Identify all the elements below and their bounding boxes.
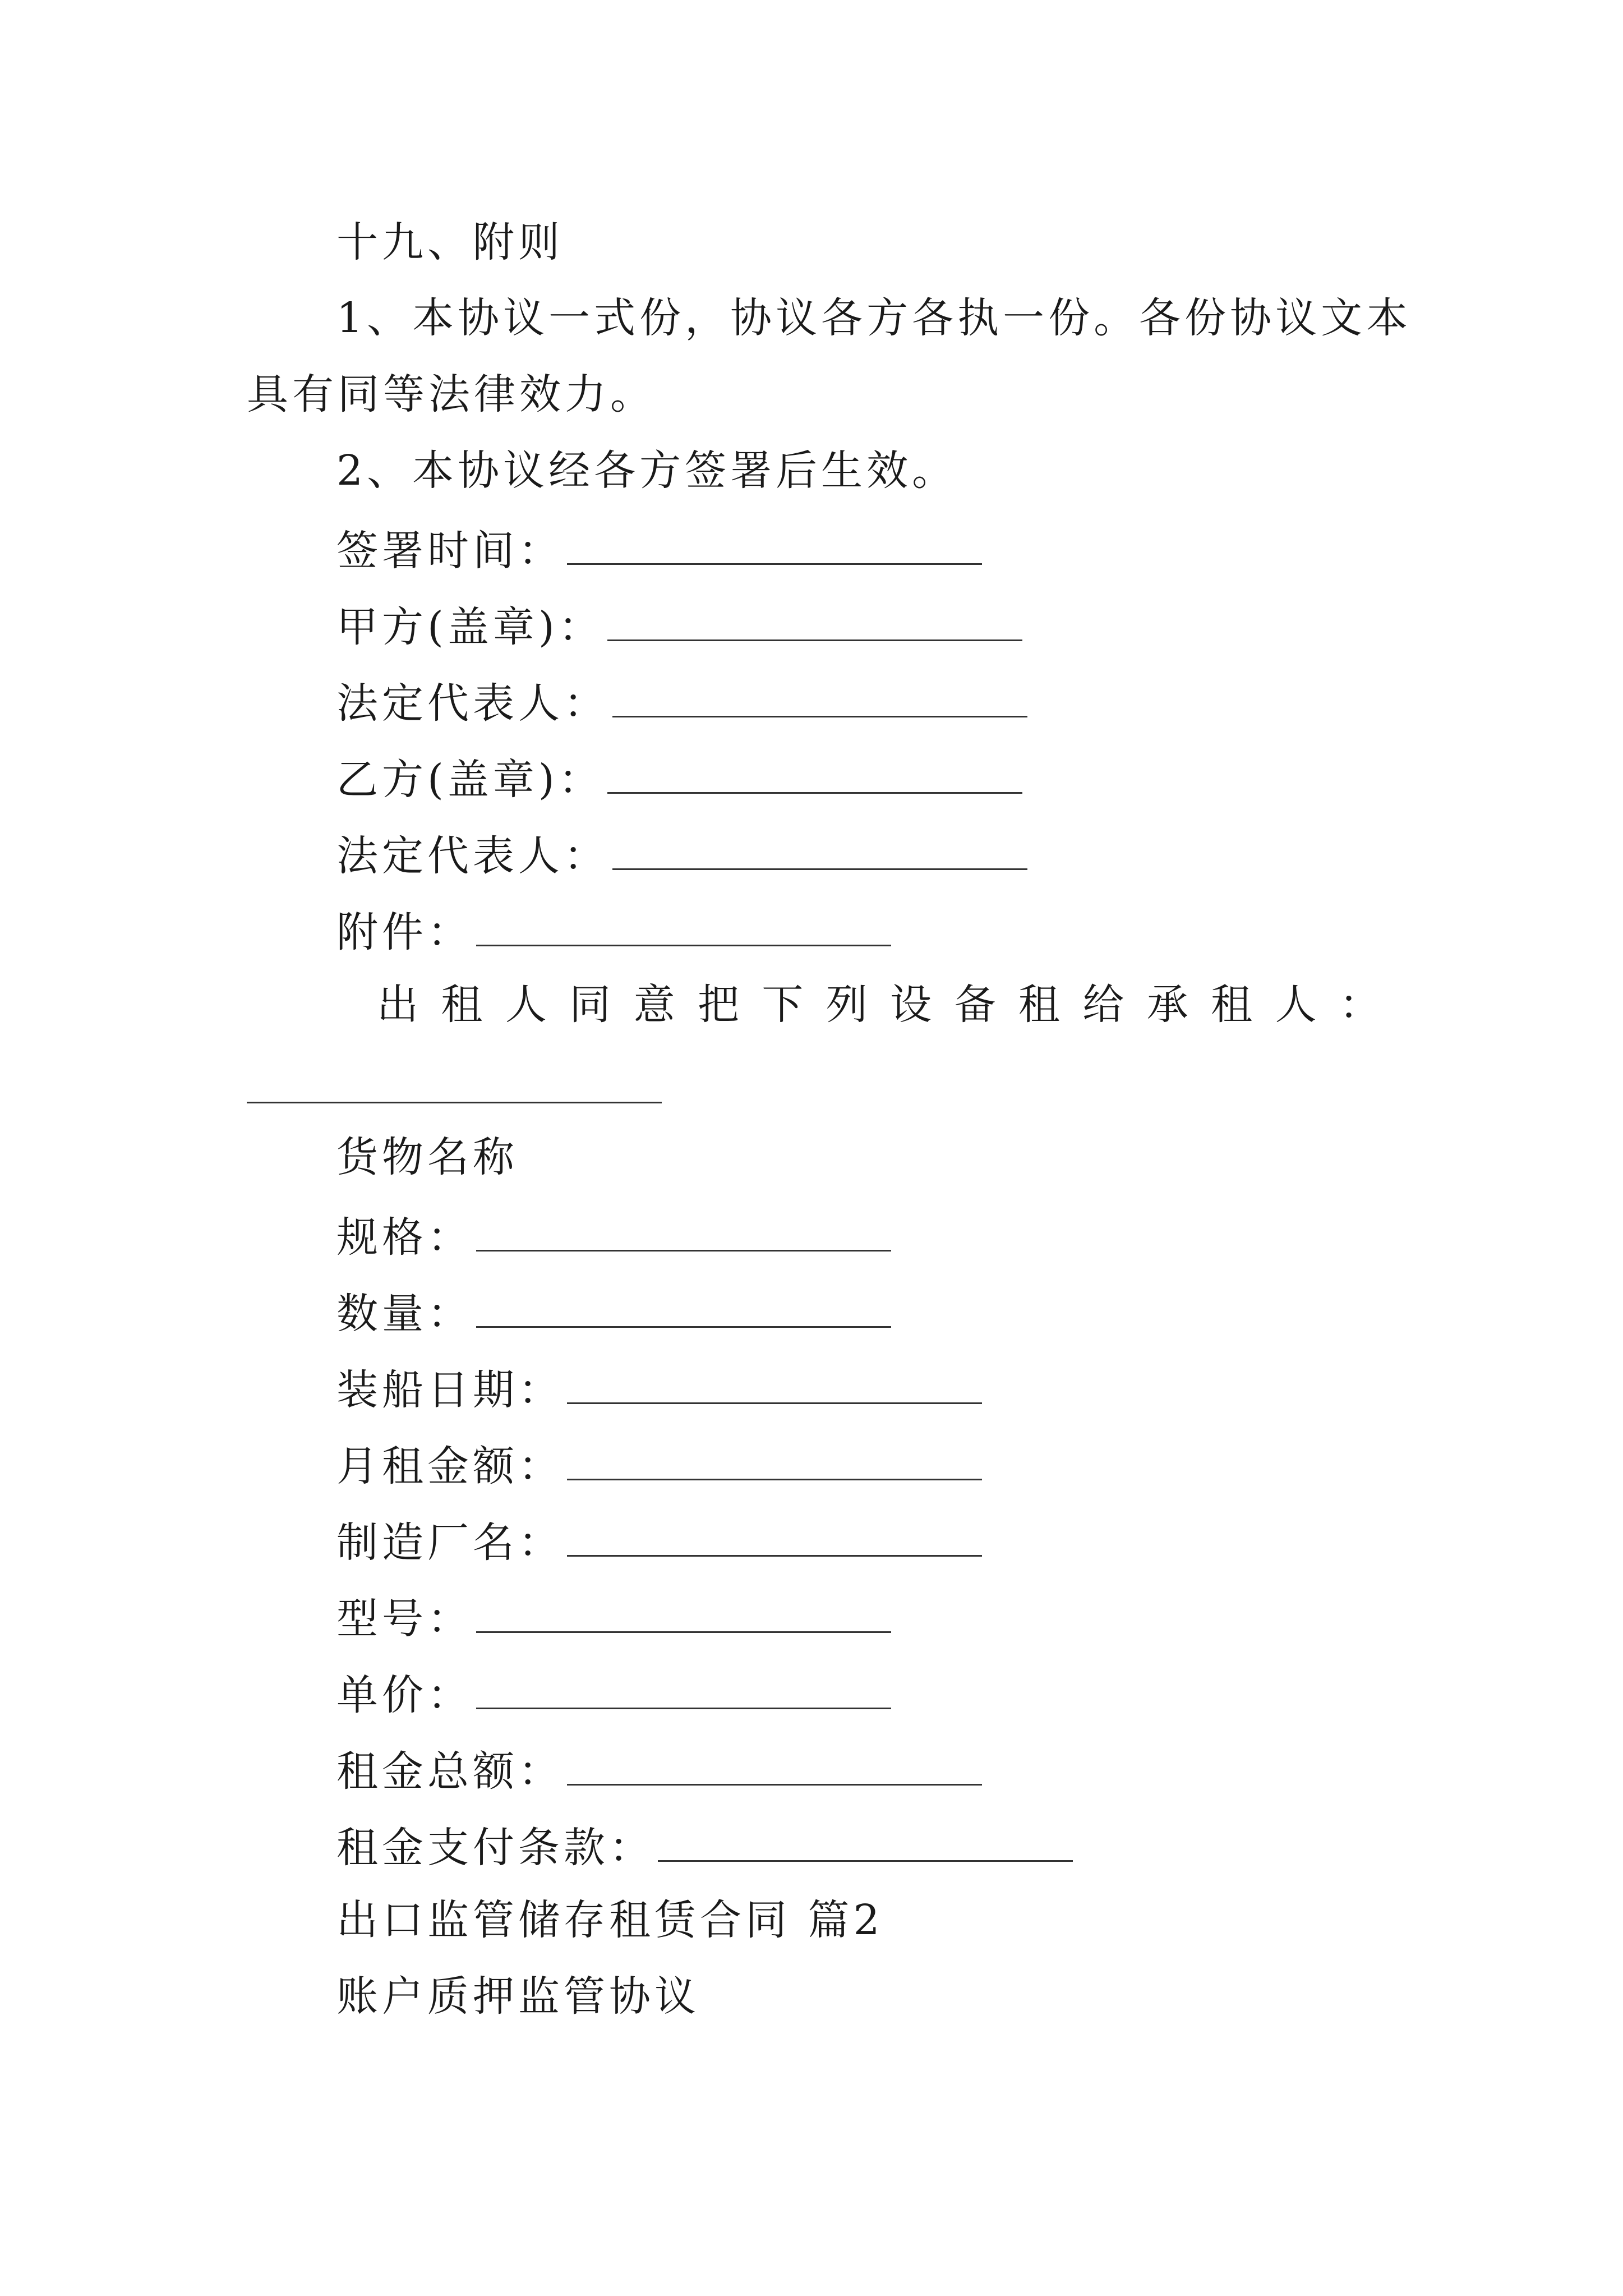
field-label: 型号：	[336, 1595, 473, 1643]
lease-intro-char: 给	[1082, 981, 1124, 1029]
lease-intro-char: 同	[569, 981, 611, 1029]
signing-time-blank[interactable]	[567, 526, 982, 565]
field-label: 租金总额：	[336, 1747, 564, 1796]
lease-intro	[377, 981, 1381, 1029]
model-field	[336, 1594, 891, 1643]
total-rent-blank[interactable]	[567, 1747, 982, 1786]
party-a-representative-blank[interactable]	[612, 679, 1027, 717]
attachment-blank[interactable]	[476, 908, 891, 946]
payment-terms-blank[interactable]	[658, 1823, 1073, 1862]
party-a-representative-field	[336, 679, 1027, 728]
clause-1-line-1: 1、本协议一式份，协议各方各执一份。各份协议文本	[336, 294, 1412, 342]
lease-intro-char: 承	[1146, 981, 1188, 1029]
unit-price-blank[interactable]	[476, 1671, 891, 1709]
next-contract-title: 出口监管储存租赁合同 篇2	[336, 1896, 884, 1944]
field-label: 规格：	[336, 1213, 473, 1262]
spec-field	[336, 1213, 891, 1262]
quantity-blank[interactable]	[476, 1289, 891, 1328]
field-label: 单价：	[336, 1671, 473, 1719]
field-label: 签署时间：	[336, 527, 564, 575]
field-label: 数量：	[336, 1290, 473, 1338]
manufacturer-blank[interactable]	[567, 1518, 982, 1557]
shipment-date-field	[336, 1365, 982, 1414]
quantity-field	[336, 1289, 891, 1338]
lease-intro-char: 租	[1211, 981, 1253, 1029]
field-label: 租金支付条款：	[336, 1824, 654, 1872]
lease-intro-char: 意	[633, 981, 675, 1029]
lease-intro-blank[interactable]	[247, 1066, 662, 1103]
field-label: 装船日期：	[336, 1366, 564, 1414]
attachment-field	[336, 908, 891, 956]
total-rent-field	[336, 1747, 982, 1796]
lease-intro-char: 人	[1275, 981, 1317, 1029]
field-label: 附件：	[336, 908, 473, 956]
monthly-rent-field	[336, 1442, 982, 1490]
lease-intro-char: 下	[762, 981, 804, 1029]
clause-2: 2、本协议经各方签署后生效。	[336, 447, 958, 495]
field-label: 制造厂名：	[336, 1519, 564, 1567]
lease-intro-char: 设	[890, 981, 932, 1029]
next-contract-subtitle: 账户质押监管协议	[336, 1972, 700, 2021]
field-label: 乙方(盖章)：	[336, 756, 604, 804]
shipment-date-blank[interactable]	[567, 1365, 982, 1404]
lease-intro-char: 租	[441, 981, 483, 1029]
signing-time-field	[336, 526, 982, 575]
unit-price-field	[336, 1671, 891, 1719]
section-heading: 十九、附则	[336, 218, 564, 266]
field-label: 法定代表人：	[336, 832, 609, 880]
field-label: 月租金额：	[336, 1442, 564, 1490]
lease-intro-char: ：	[1339, 981, 1381, 1029]
party-b-representative-blank[interactable]	[612, 831, 1027, 870]
monthly-rent-blank[interactable]	[567, 1442, 982, 1480]
lease-intro-char: 备	[954, 981, 996, 1029]
manufacturer-field	[336, 1518, 982, 1567]
party-b-seal-field	[336, 755, 1022, 804]
party-a-seal-blank[interactable]	[607, 602, 1022, 641]
lease-intro-char: 出	[377, 981, 418, 1029]
clause-1-line-2: 具有同等法律效力。	[247, 370, 656, 418]
lease-intro-char: 租	[1018, 981, 1060, 1029]
lease-intro-char: 人	[505, 981, 547, 1029]
party-b-seal-blank[interactable]	[607, 755, 1022, 794]
lease-intro-char: 列	[826, 981, 868, 1029]
field-label: 甲方(盖章)：	[336, 603, 604, 651]
party-a-seal-field	[336, 602, 1022, 651]
spec-blank[interactable]	[476, 1213, 891, 1251]
model-blank[interactable]	[476, 1594, 891, 1633]
payment-terms-field	[336, 1823, 1073, 1872]
field-label: 法定代表人：	[336, 679, 609, 728]
party-b-representative-field	[336, 831, 1027, 880]
goods-name-label: 货物名称	[336, 1133, 518, 1181]
lease-intro-char: 把	[697, 981, 739, 1029]
